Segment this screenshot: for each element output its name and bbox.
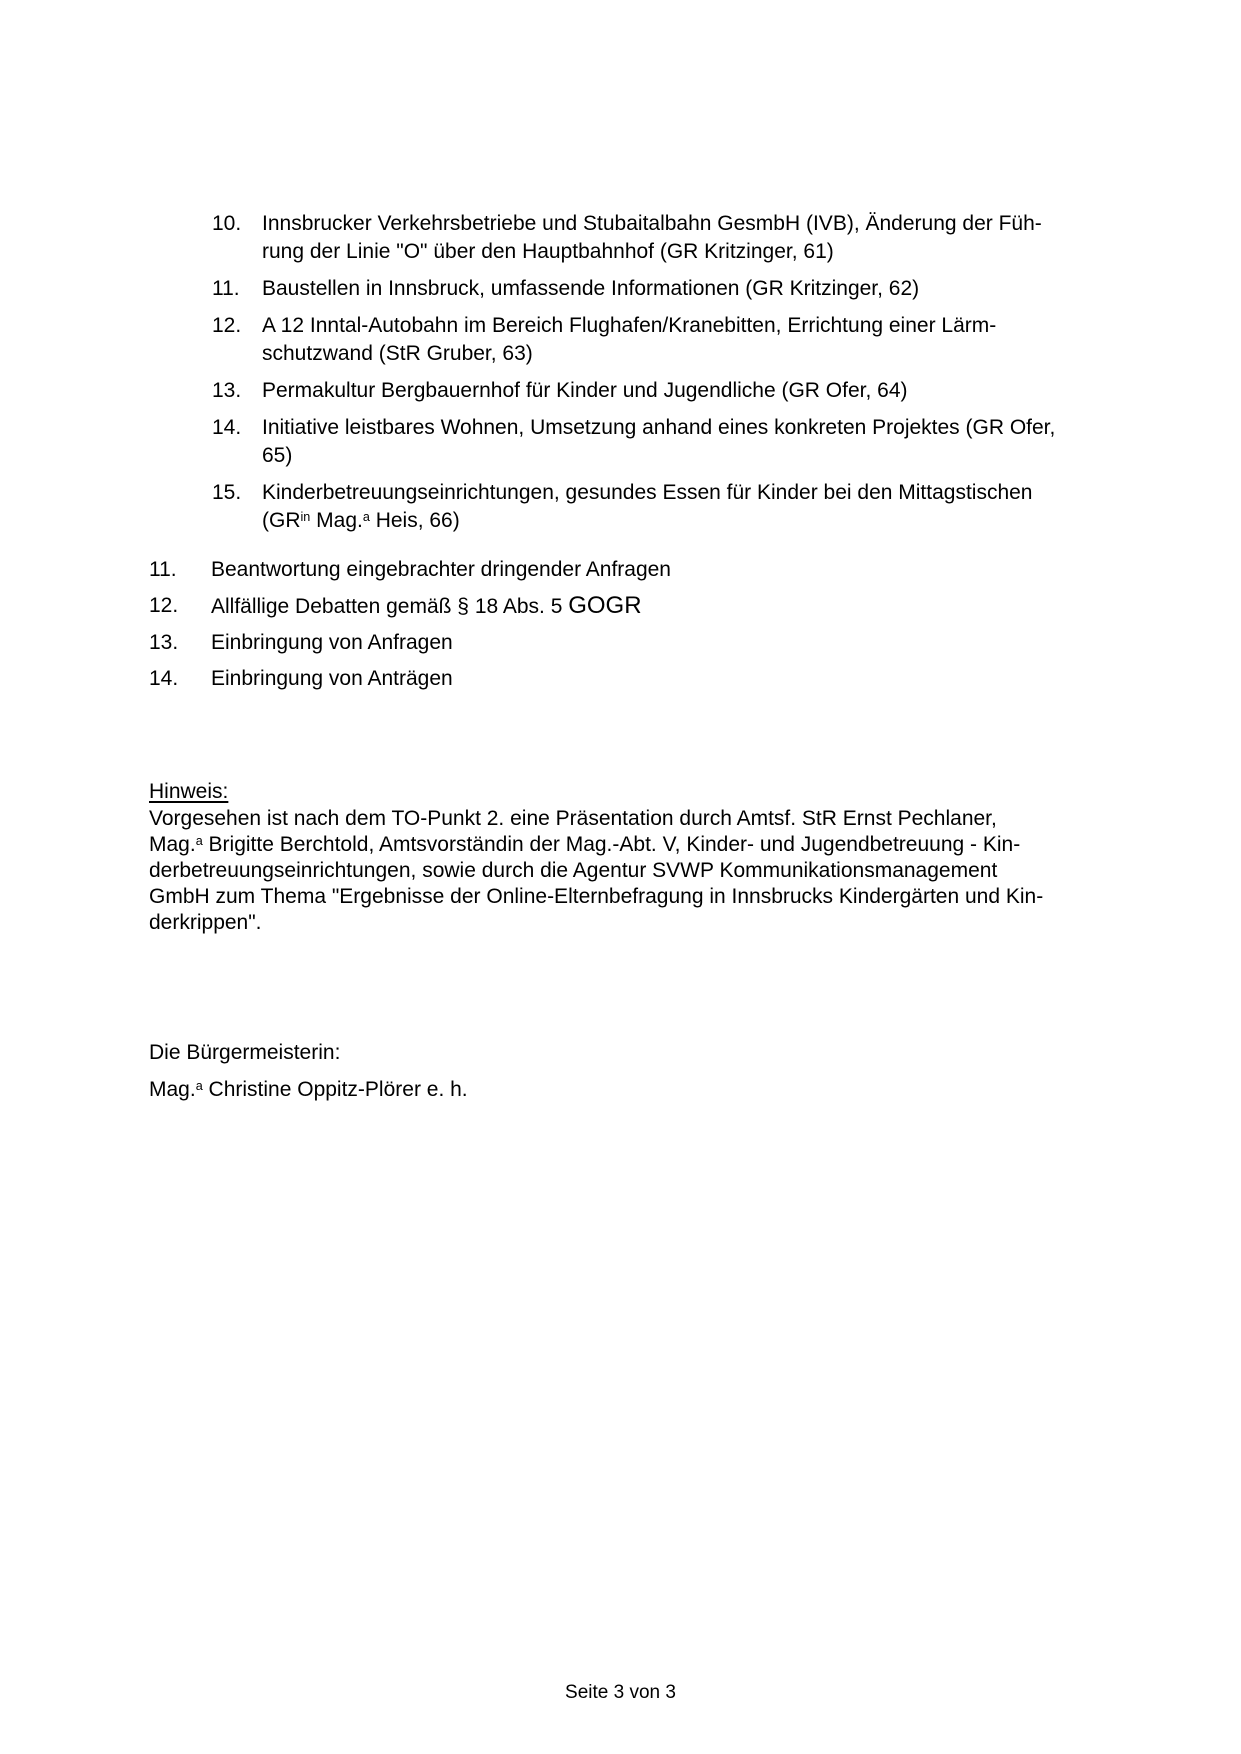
item-number: 11. <box>149 558 177 581</box>
item-number: 12. <box>149 594 179 617</box>
item-number: 12. <box>212 314 242 337</box>
agenda-main-item-12 <box>149 592 1191 621</box>
item-text: Kinderbetreuungseinrichtungen, gesundes Essen für Kinder bei den Mittagstischen ($GR^{in}$ Mag.$^a$ Heis, 66) <box>262 481 1033 532</box>
item-number: 15. <box>212 481 242 504</box>
note-paragraph: Vorgesehen ist nach dem TO-Punkt 2. eine Präsentation durch Amtsf. StR Ernst Pechlaner, Mag.$^a$ Brigitte Berchtold, Amtsvorständin der Mag.-Abt. V, Kinder- und Jugendbetreuung - Kin- derbetreuungseinrichtungen, sowie durch die Agentur SVWP Kommunikationsmanagement GmbH zum Thema "Ergebnisse der Online-Elternbefragung in Innsbrucks Kindergärten und Kin- derkrippen". <box>149 807 1044 934</box>
agenda-main-item-14 <box>149 665 1191 693</box>
agenda-sub-item-12 <box>212 312 1162 368</box>
item-text: Allfällige Debatten gemäß § 18 Abs. 5 GOGR <box>211 592 642 619</box>
item-number: 11. <box>212 277 240 300</box>
signature-name: Mag.$^a$ Christine Oppitz-Plörer e. h. <box>149 1078 468 1101</box>
agenda-sub-item-15 <box>212 479 1162 535</box>
agenda-sub-item-13 <box>212 377 1162 405</box>
item-text: Einbringung von Anfragen <box>211 631 453 654</box>
item-text: A 12 Inntal-Autobahn im Bereich Flughafen/Kranebitten, Errichtung einer Lärm- schutzwand (StR Gruber, 63) <box>262 314 997 365</box>
agenda-main-item-11 <box>149 556 1191 584</box>
item-text: Beantwortung eingebrachter dringender Anfragen <box>211 558 671 581</box>
page-number-footer: Seite 3 von 3 <box>565 1682 676 1703</box>
item-text: Innsbrucker Verkehrsbetriebe und Stubaitalbahn GesmbH (IVB), Änderung der Füh- rung der Linie "O" über den Hauptbahnhof (GR Kritzinger, 61) <box>262 212 1042 263</box>
item-number: 13. <box>212 379 242 402</box>
item-number: 10. <box>212 212 242 235</box>
item-number: 14. <box>212 416 242 439</box>
item-text: Initiative leistbares Wohnen, Umsetzung anhand eines konkreten Projektes (GR Ofer, 65) <box>262 416 1056 467</box>
signature-block <box>149 1040 1049 1103</box>
agenda-sub-list <box>212 210 1162 544</box>
item-text: Einbringung von Anträgen <box>211 667 453 690</box>
agenda-main-item-13 <box>149 629 1191 657</box>
note-section <box>149 778 1159 936</box>
agenda-sub-item-10 <box>212 210 1162 266</box>
agenda-sub-item-14 <box>212 414 1162 470</box>
agenda-sub-item-11 <box>212 275 1162 303</box>
item-number: 14. <box>149 667 179 690</box>
item-number: 13. <box>149 631 179 654</box>
note-heading: Hinweis: <box>149 780 229 803</box>
item-text: Baustellen in Innsbruck, umfassende Informationen (GR Kritzinger, 62) <box>262 277 920 300</box>
agenda-main-list <box>149 556 1191 701</box>
item-text: Permakultur Bergbauernhof für Kinder und Jugendliche (GR Ofer, 64) <box>262 379 908 402</box>
signature-role: Die Bürgermeisterin: <box>149 1041 341 1064</box>
